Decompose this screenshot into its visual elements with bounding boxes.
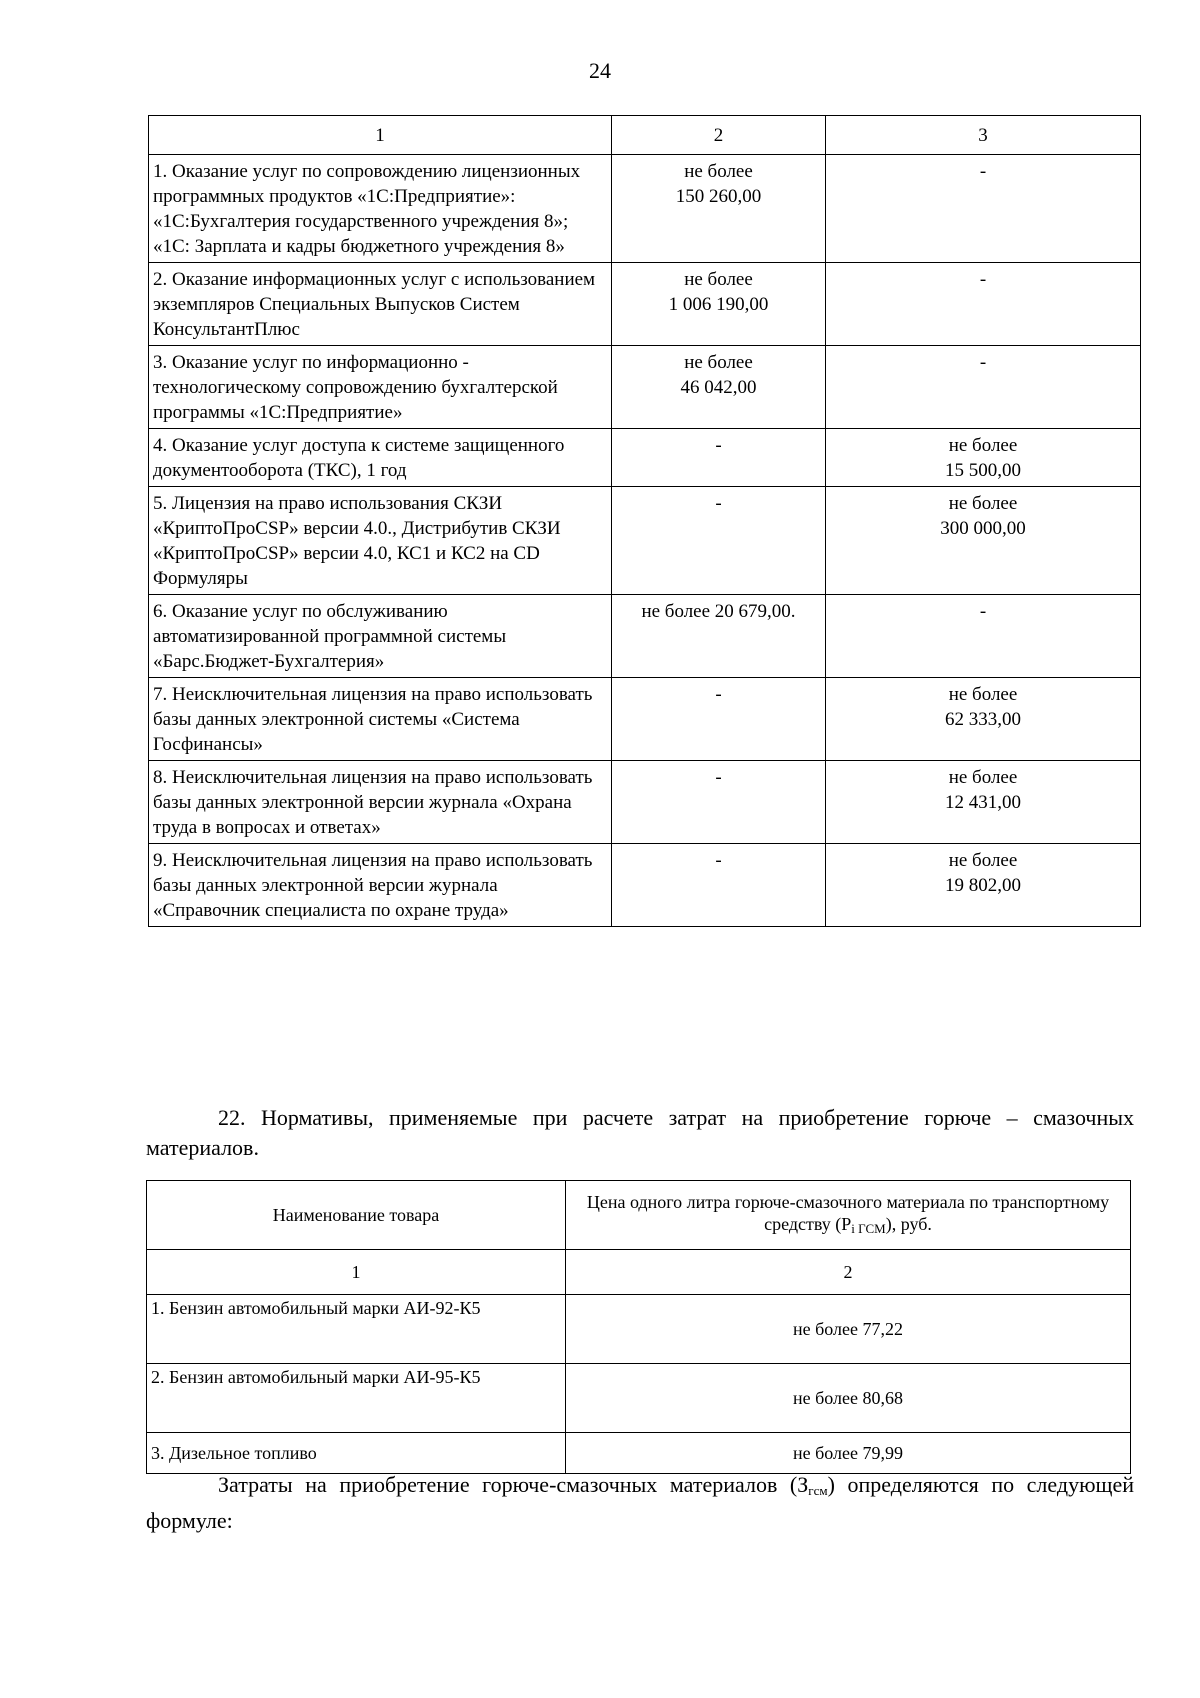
row-description: 1. Оказание услуг по сопровождению лицензионных программных продуктов «1С:Предприятие»: «1С:Бухгалтерия государственного учреждения 8»; «1С: Зарплата и кадры бюджетного учреждения 8» (149, 155, 612, 263)
table-row (149, 155, 1141, 263)
table-header-row (147, 1181, 1131, 1250)
table-row (149, 263, 1141, 346)
column-number-3: 3 (826, 116, 1141, 155)
column-number-1: 1 (147, 1250, 566, 1295)
row-value-col2: - (612, 429, 826, 487)
table-row (149, 761, 1141, 844)
column-number-2: 2 (566, 1250, 1131, 1295)
row-description: 9. Неисключительная лицензия на право использовать базы данных электронной версии журнала «Справочник специалиста по охране труда» (149, 844, 612, 927)
table-row (149, 346, 1141, 429)
table-row (149, 844, 1141, 927)
page-number: 24 (589, 58, 611, 83)
fuel-name: 2. Бензин автомобильный марки АИ-95-К5 (147, 1364, 566, 1433)
row-value-col3: не более 62 333,00 (826, 678, 1141, 761)
software-services-table (148, 115, 1141, 927)
row-value-col2: - (612, 487, 826, 595)
fuel-price: не более 79,99 (566, 1433, 1131, 1474)
table-row (149, 487, 1141, 595)
table-row (147, 1364, 1131, 1433)
fuel-price: не более 77,22 (566, 1295, 1131, 1364)
row-value-col2: - (612, 678, 826, 761)
row-value-col2: не более 20 679,00. (612, 595, 826, 678)
row-description: 3. Оказание услуг по информационно - технологическому сопровождению бухгалтерской программы «1С:Предприятие» (149, 346, 612, 429)
table-row (147, 1295, 1131, 1364)
row-value-col2: не более 150 260,00 (612, 155, 826, 263)
row-value-col3: - (826, 595, 1141, 678)
row-description: 6. Оказание услуг по обслуживанию автоматизированной программной системы «Барс.Бюджет-Бухгалтерия» (149, 595, 612, 678)
row-value-col3: - (826, 346, 1141, 429)
table-row (147, 1433, 1131, 1474)
table-header-row (149, 116, 1141, 155)
row-value-col3: не более 300 000,00 (826, 487, 1141, 595)
row-description: 2. Оказание информационных услуг с использованием экземпляров Специальных Выпусков Систем КонсультантПлюс (149, 263, 612, 346)
fuel-name: 1. Бензин автомобильный марки АИ-92-К5 (147, 1295, 566, 1364)
header-product-name: Наименование товара (147, 1181, 566, 1250)
row-description: 8. Неисключительная лицензия на право использовать базы данных электронной версии журнала «Охрана труда в вопросах и ответах» (149, 761, 612, 844)
section-22-paragraph: 22. Нормативы, применяемые при расчете затрат на приобретение горюче – смазочных материалов. (146, 1105, 1134, 1160)
fuel-price: не более 80,68 (566, 1364, 1131, 1433)
header-price-per-liter: Цена одного литра горюче-смазочного материала по транспортному средству $(P_{i ГСМ})$, руб. (566, 1181, 1131, 1250)
row-value-col3: не более 15 500,00 (826, 429, 1141, 487)
table-number-row (147, 1250, 1131, 1295)
row-value-col2: не более 46 042,00 (612, 346, 826, 429)
row-value-col3: не более 19 802,00 (826, 844, 1141, 927)
formula-intro-paragraph: Затраты на приобретение горюче-смазочных материалов $(З_{гсм})$ определяются по следующей формуле: (146, 1472, 1134, 1533)
table-row (149, 429, 1141, 487)
row-value-col3: - (826, 155, 1141, 263)
row-value-col2: не более 1 006 190,00 (612, 263, 826, 346)
row-value-col2: - (612, 844, 826, 927)
row-value-col2: - (612, 761, 826, 844)
row-description: 4. Оказание услуг доступа к системе защищенного документооборота (ТКС), 1 год (149, 429, 612, 487)
column-number-1: 1 (149, 116, 612, 155)
column-number-2: 2 (612, 116, 826, 155)
row-value-col3: - (826, 263, 1141, 346)
row-description: 5. Лицензия на право использования СКЗИ «КриптоПроCSP» версии 4.0., Дистрибутив СКЗИ «КриптоПроCSP» версии 4.0, КС1 и КС2 на CD Формуляры (149, 487, 612, 595)
table-row (149, 678, 1141, 761)
fuel-name: 3. Дизельное топливо (147, 1433, 566, 1474)
row-value-col3: не более 12 431,00 (826, 761, 1141, 844)
fuel-prices-table (146, 1180, 1131, 1474)
table-row (149, 595, 1141, 678)
row-description: 7. Неисключительная лицензия на право использовать базы данных электронной системы «Система Госфинансы» (149, 678, 612, 761)
